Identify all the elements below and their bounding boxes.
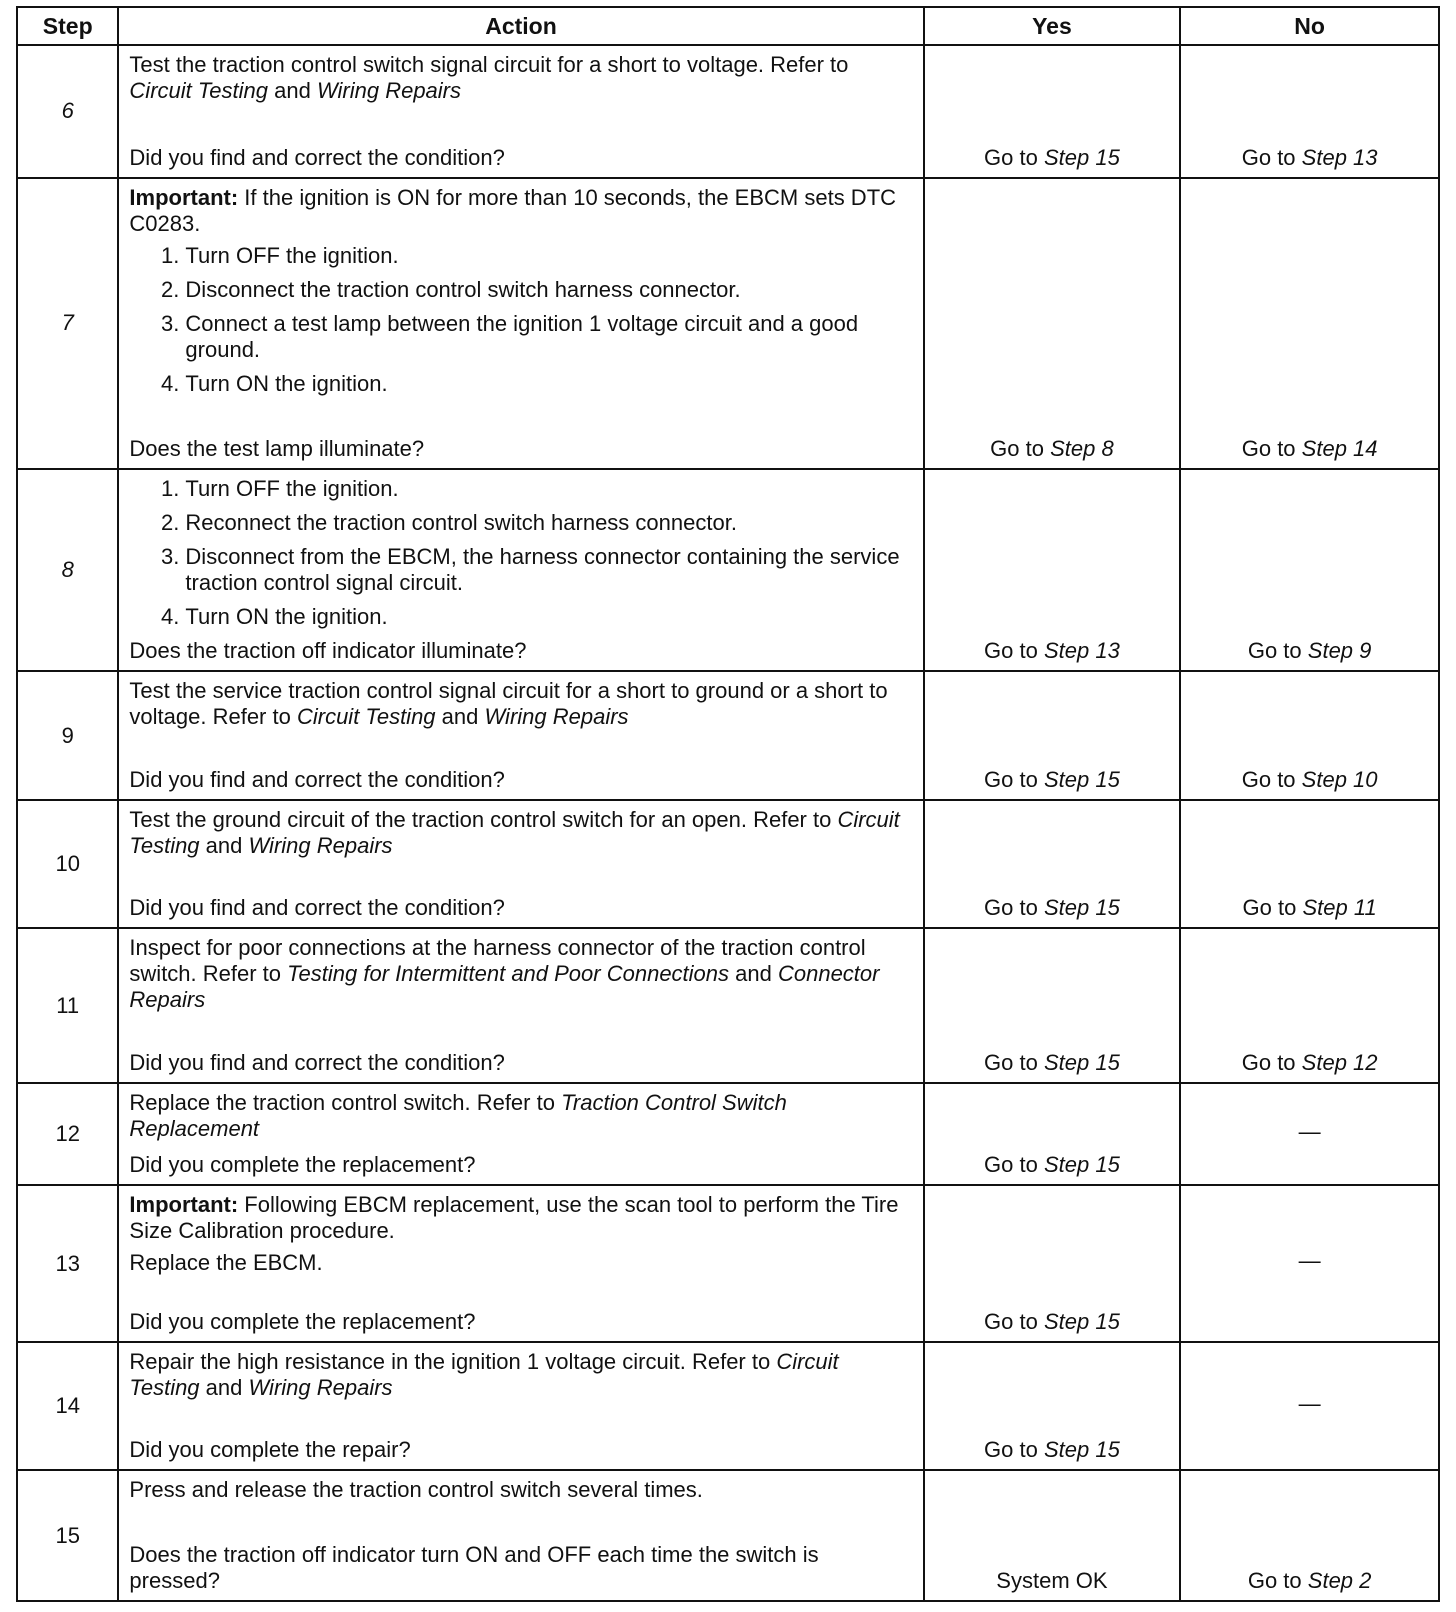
yes-cell: Go to Step 15 (924, 1342, 1181, 1470)
yes-cell: Go to Step 15 (924, 928, 1181, 1083)
action-question: Did you find and correct the condition? (129, 895, 505, 921)
action-question: Did you complete the replacement? (129, 1308, 476, 1334)
step-number: 7 (17, 178, 118, 469)
action-text: Test the service traction control signal circuit for a short to ground or a short to voltage. Refer to Circuit Testing and Wiring Repairs (129, 678, 888, 730)
ref-link: Circuit Testing (129, 1348, 839, 1400)
ref-link: Wiring Repairs (484, 704, 629, 730)
action-text: Replace the traction control switch. Refer to Traction Control Switch Replacement (129, 1089, 787, 1141)
table-row (17, 469, 1439, 672)
table-header-row (17, 7, 1439, 45)
important-note: Important: Following EBCM replacement, use the scan tool to perform the Tire Size Calibration procedure. (129, 1192, 899, 1244)
header-yes: Yes (924, 7, 1181, 45)
procedure-list (129, 243, 912, 397)
action-cell (118, 1342, 923, 1470)
no-target: Step 14 (1301, 435, 1378, 461)
yes-target: Step 15 (1043, 1049, 1120, 1075)
list-item: 3. Disconnect from the EBCM, the harness connector containing the service traction control signal circuit. (185, 544, 912, 596)
list-item: 1. Turn OFF the ignition. (185, 476, 912, 502)
action-question: Does the traction off indicator turn ON and OFF each time the switch is pressed? (129, 1542, 819, 1593)
no-cell: Go to Step 13 (1180, 45, 1439, 178)
procedure-list (129, 476, 912, 630)
action-question: Did you find and correct the condition? (129, 1049, 505, 1075)
action-question: Did you find and correct the condition? (129, 766, 505, 792)
yes-cell: Go to Step 13 (924, 469, 1181, 672)
yes-target: Step 15 (1043, 144, 1120, 170)
header-no: No (1180, 7, 1439, 45)
no-cell (1180, 1083, 1439, 1185)
no-target: Step 13 (1301, 144, 1378, 170)
no-target: Step 11 (1302, 895, 1377, 921)
action-cell (118, 928, 923, 1083)
table-row (17, 1342, 1439, 1470)
no-target: Step 10 (1301, 766, 1378, 792)
important-note: Important: If the ignition is ON for more than 10 seconds, the EBCM sets DTC C0283. (129, 184, 897, 236)
no-cell (1180, 1185, 1439, 1342)
yes-target: Step 15 (1043, 766, 1120, 792)
ref-link: Circuit Testing (129, 78, 268, 103)
table-row (17, 1470, 1439, 1601)
ref-link: Traction Control Switch Replacement (129, 1089, 787, 1141)
action-question: Did you complete the repair? (129, 1437, 411, 1463)
yes-cell: Go to Step 8 (924, 178, 1181, 469)
step-number: 6 (17, 45, 118, 178)
table-row (17, 800, 1439, 928)
yes-target: Step 15 (1043, 1437, 1120, 1463)
no-cell (1180, 1342, 1439, 1470)
action-question: Does the test lamp illuminate? (129, 435, 425, 461)
action-cell (118, 469, 923, 672)
no-cell: Go to Step 9 (1180, 469, 1439, 672)
header-step: Step (17, 7, 118, 45)
yes-target: Step 15 (1043, 1152, 1120, 1178)
list-item: 3. Connect a test lamp between the ignition 1 voltage circuit and a good ground. (185, 311, 912, 363)
no-cell: Go to Step 12 (1180, 928, 1439, 1083)
ref-link: Circuit Testing (296, 704, 436, 730)
step-number: 15 (17, 1470, 118, 1601)
yes-result: System OK (996, 1568, 1108, 1593)
yes-cell: Go to Step 15 (924, 800, 1181, 928)
action-text: Repair the high resistance in the ignition 1 voltage circuit. Refer to Circuit Testing and Wiring Repairs (129, 1348, 839, 1400)
table-row (17, 928, 1439, 1083)
ref-link: Wiring Repairs (248, 832, 393, 858)
action-cell (118, 1470, 923, 1601)
table-row (17, 178, 1439, 469)
header-action: Action (118, 7, 923, 45)
no-cell: Go to Step 14 (1180, 178, 1439, 469)
ref-link: Wiring Repairs (248, 1374, 393, 1400)
no-cell: Go to Step 2 (1180, 1470, 1439, 1601)
list-item: 4. Turn ON the ignition. (185, 371, 912, 397)
yes-cell: Go to Step 15 (924, 1185, 1181, 1342)
action-cell (118, 671, 923, 799)
yes-target: Step 13 (1043, 638, 1120, 664)
em-dash: — (1298, 1390, 1321, 1416)
step-number: 9 (17, 671, 118, 799)
action-line: Press and release the traction control switch several times. (129, 1477, 703, 1503)
action-question: Did you find and correct the condition? (129, 144, 505, 170)
action-cell (118, 178, 923, 469)
action-text: Inspect for poor connections at the harness connector of the traction control switch. Refer to Testing for Intermittent and Poor Connections and Connector Repairs (129, 935, 880, 1013)
table-row (17, 671, 1439, 799)
step-number: 11 (17, 928, 118, 1083)
yes-target: Step 15 (1043, 1308, 1120, 1334)
no-cell: Go to Step 10 (1180, 671, 1439, 799)
action-cell (118, 1083, 923, 1185)
ref-link: Circuit Testing (129, 806, 900, 858)
yes-target: Step 8 (1050, 435, 1114, 461)
action-cell (118, 800, 923, 928)
step-number: 10 (17, 800, 118, 928)
action-cell (118, 1185, 923, 1342)
no-target: Step 9 (1307, 638, 1372, 664)
no-target: Step 12 (1301, 1049, 1378, 1075)
step-number: 12 (17, 1083, 118, 1185)
step-number: 8 (17, 469, 118, 672)
diagnostic-table (16, 6, 1440, 1602)
action-text: Test the traction control switch signal circuit for a short to voltage. Refer to Circuit Testing and Wiring Repairs (129, 52, 849, 103)
yes-cell: Go to Step 15 (924, 1083, 1181, 1185)
table-row (17, 1185, 1439, 1342)
em-dash: — (1298, 1118, 1321, 1144)
action-question: Did you complete the replacement? (129, 1152, 476, 1178)
list-item: 1. Turn OFF the ignition. (185, 243, 912, 269)
ref-link: Connector Repairs (129, 961, 880, 1013)
yes-target: Step 15 (1043, 895, 1120, 921)
table-row (17, 1083, 1439, 1185)
ref-link: Wiring Repairs (316, 78, 462, 103)
no-cell: Go to Step 11 (1180, 800, 1439, 928)
yes-cell: Go to Step 15 (924, 45, 1181, 178)
yes-cell: Go to Step 15 (924, 671, 1181, 799)
table-row (17, 45, 1439, 178)
yes-cell (924, 1470, 1181, 1601)
ref-link: Testing for Intermittent and Poor Connections (287, 961, 730, 987)
list-item: 2. Disconnect the traction control switch harness connector. (185, 277, 912, 303)
list-item: 2. Reconnect the traction control switch harness connector. (185, 510, 912, 536)
action-question: Does the traction off indicator illuminate? (129, 638, 527, 664)
action-text: Test the ground circuit of the traction control switch for an open. Refer to Circuit Testing and Wiring Repairs (129, 806, 900, 858)
step-number: 14 (17, 1342, 118, 1470)
action-cell (118, 45, 923, 178)
action-line: Replace the EBCM. (129, 1250, 323, 1276)
list-item: 4. Turn ON the ignition. (185, 604, 912, 630)
step-number: 13 (17, 1185, 118, 1342)
no-target: Step 2 (1307, 1568, 1372, 1593)
em-dash: — (1298, 1248, 1321, 1274)
